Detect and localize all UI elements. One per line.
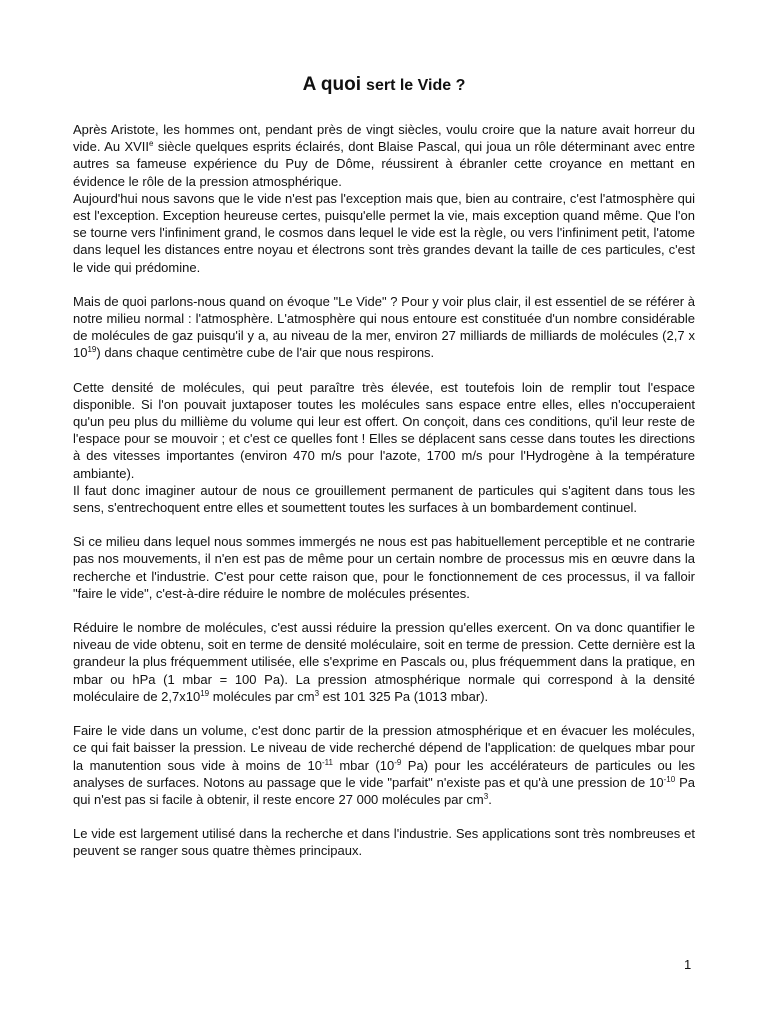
paragraph-1-text-a: Après Aristote, les hommes ont, pendant près de vingt siècles, voulu croire que la nature avait horreur du vide. Au XVII <box>73 122 695 155</box>
superscript: 3 <box>314 688 320 698</box>
page-title <box>0 72 768 98</box>
superscript: 19 <box>87 345 97 355</box>
paragraph-8 <box>73 722 695 808</box>
superscript: e <box>149 139 154 149</box>
superscript: -11 <box>321 757 333 767</box>
paragraph-1-text-b: siècle quelques esprits éclairés, dont Blaise Pascal, qui joua un rôle déterminant avec entre autres sa fameuse expérience du Puy de Dôme, réussirent à ébranler cette croyance en mettant en évidence le rôle de la pression atmosphérique. <box>73 139 695 189</box>
paragraph-7-text-a: Réduire le nombre de molécules, c'est aussi réduire la pression qu'elles exercent. On va donc quantifier le niveau de vide obtenu, soit en terme de densité moléculaire, soit en terme de pression. Cette dernière est la grandeur la plus fréquemment utilisée, elle s'exprime en Pascals ou, plus fréquemment dans la pratique, en mbar ou hPa (1 mbar = 100 Pa). La pression atmosphérique normale qui correspond à la densité moléculaire de 2,7x10 <box>73 620 695 704</box>
paragraph-7-text-c: est 101 325 Pa (1013 mbar). <box>319 688 489 704</box>
paragraph-8-text-c: Pa) pour les accélérateurs de particules ou les analyses de surfaces. Notons au passage que le vide "parfait" n'existe pas et qu'à une pression de 10 <box>73 757 695 790</box>
superscript: 3 <box>483 791 489 801</box>
paragraph-8-text-e: . <box>488 791 492 807</box>
superscript: -10 <box>663 774 676 784</box>
title-part-a-quoi: A quoi <box>302 74 362 95</box>
paragraph-1 <box>73 121 695 190</box>
superscript: -9 <box>394 757 402 767</box>
paragraph-2: Aujourd'hui nous savons que le vide n'est pas l'exception mais que, bien au contraire, c'est l'atmosphère qui est l'exception. Exception heureuse certes, puisqu'elle permet la vie, mais exception quand même. Que l'on se tourne vers l'infiniment grand, le cosmos dans lequel le vide est la règle, ou vers l'infiniment petit, l'atome dans lequel les distances entre noyau et électrons sont très grandes devant la taille de ces particules, c'est le vide qui prédomine. <box>73 190 695 275</box>
paragraph-3 <box>73 293 695 362</box>
paragraph-4: Cette densité de molécules, qui peut paraître très élevée, est toutefois loin de remplir tout l'espace disponible. Si l'on pouvait juxtaposer toutes les molécules sans espace entre elles, elles n'occuperaient qu'un peu plus du millième du volume qui leur est offert. On conçoit, dans ces conditions, qu'il leur reste de l'espace pour se mouvoir ; et c'est ce quelles font ! Elles se déplacent sans cesse dans toutes les directions à des vitesses importantes (environ 470 m/s pour l'azote, 1700 m/s pour l'Hydrogène à la température ambiante). <box>73 379 695 481</box>
paragraph-3-text-b: ) dans chaque centimètre cube de l'air que nous respirons. <box>96 345 435 361</box>
paragraph-5: Il faut donc imaginer autour de nous ce grouillement permanent de particules qui s'agitent dans tous les sens, s'entrechoquent entre elles et soumettent toutes les surfaces à un bombardement continuel. <box>73 482 695 516</box>
title-part-rest: sert le Vide ? <box>366 77 466 94</box>
superscript: 19 <box>200 688 210 698</box>
document-body <box>73 121 695 860</box>
paragraph-6: Si ce milieu dans lequel nous sommes immergés ne nous est pas habituellement perceptible et ne contrarie pas nos mouvements, il n'en est pas de même pour un certain nombre de processus mis en œuvre dans la recherche et l'industrie. C'est pour cette raison que, pour le fonctionnement de ces processus, il va falloir "faire le vide", c'est-à-dire réduire le nombre de molécules présentes. <box>73 534 695 601</box>
paragraph-8-text-d: Pa qui n'est pas si facile à obtenir, il reste encore 27 000 molécules par cm <box>73 774 696 807</box>
paragraph-7 <box>73 619 695 705</box>
paragraph-3-text-a: Mais de quoi parlons-nous quand on évoque "Le Vide" ? Pour y voir plus clair, il est essentiel de se référer à notre milieu normal : l'atmosphère. L'atmosphère qui nous entoure est constituée d'un nombre considérable de molécules de gaz puisqu'il y a, au niveau de la mer, environ 27 milliards de milliards de molécules (2,7 x 10 <box>73 293 695 361</box>
page-number: 1 <box>684 957 692 972</box>
paragraph-7-text-b: molécules par cm <box>209 688 315 704</box>
paragraph-8-text-b: mbar (10 <box>332 757 395 773</box>
paragraph-9: Le vide est largement utilisé dans la recherche et dans l'industrie. Ses applications sont très nombreuses et peuvent se ranger sous quatre thèmes principaux. <box>73 826 695 859</box>
paragraph-8-text-a: Faire le vide dans un volume, c'est donc partir de la pression atmosphérique et en évacuer les molécules, ce qui fait baisser la pression. Le niveau de vide recherché dépend de l'application: de quelques mbar pour la manutention sous vide à moins de 10 <box>73 723 695 773</box>
